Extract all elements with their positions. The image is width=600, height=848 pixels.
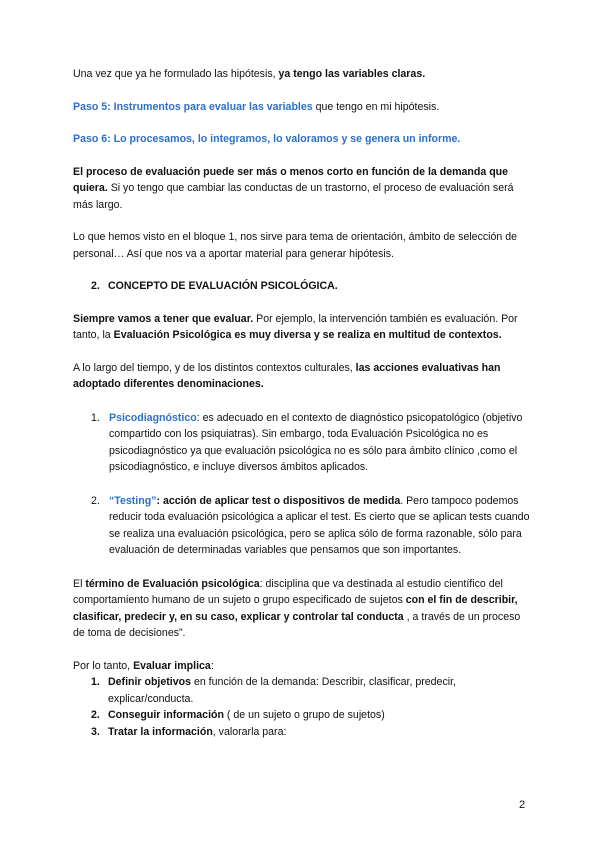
- bold-text: Siempre vamos a tener que evaluar.: [73, 312, 254, 325]
- list-item-step: [73, 724, 533, 741]
- bold-text: Tratar la información: [108, 725, 213, 738]
- text: que tengo en mi hipótesis.: [312, 100, 440, 113]
- list-item-testing: [73, 493, 533, 559]
- bold-text: El proceso de evaluación puede ser más o menos corto en función de la demanda que quiera.: [73, 165, 509, 194]
- section-number: 2.: [91, 280, 100, 292]
- list-number: 2.: [91, 494, 100, 507]
- list-item-psicodiagnostico: [73, 410, 533, 476]
- text: ( de un sujeto o grupo de sujetos): [223, 709, 385, 721]
- bold-text: las acciones evaluativas han adoptado diferentes denominaciones.: [73, 361, 501, 390]
- paragraph-proceso: [73, 164, 533, 214]
- document-page: [73, 66, 533, 740]
- text: Por ejemplo, la intervención también es evaluación. Por tanto, la: [73, 312, 518, 341]
- text: El: [73, 577, 86, 590]
- text: Si yo tengo que cambiar las conductas de un trastorno, el proceso de evaluación será más largo.: [73, 182, 514, 211]
- text: Por lo tanto,: [73, 659, 134, 672]
- paragraph-hypothesis: [73, 66, 533, 83]
- paragraph-siempre: [73, 311, 533, 344]
- paso6-heading: Paso 6: Lo procesamos, lo integramos, lo valoramos y se genera un informe.: [73, 133, 461, 145]
- text: Una vez que ya he formulado las hipótesis,: [73, 68, 276, 80]
- paragraph-largo: [73, 360, 533, 393]
- text: , valorarla para:: [212, 725, 287, 738]
- bold-text: Evaluación Psicológica es muy diversa y se realiza en multitud de contextos.: [113, 329, 502, 341]
- page-number: 2: [519, 799, 526, 811]
- paso5: [73, 99, 533, 116]
- list-number: 3.: [91, 725, 100, 738]
- bold-text: Evaluar implica: [133, 659, 211, 672]
- list-number: 1.: [91, 676, 100, 688]
- list-number: 1.: [91, 411, 100, 424]
- paragraph-bloque: Lo que hemos visto en el bloque 1, nos sirve para tema de orientación, ámbito de selección de personal… Así que nos va a aportar material para generar hipótesis.: [73, 231, 518, 260]
- section-heading: [73, 278, 533, 295]
- paragraph-termino: [73, 576, 533, 642]
- bold-text: Definir objetivos: [108, 676, 191, 688]
- bold-text: con el fin de describir, clasificar, predecir y, en su caso, explicar y controlar tal conducta: [73, 594, 518, 623]
- text: en función de la demanda: Describir, clasificar, predecir, explicar/conducta.: [108, 676, 456, 705]
- section-title: CONCEPTO DE EVALUACIÓN PSICOLÓGICA.: [108, 280, 338, 292]
- text: :: [210, 659, 214, 672]
- term: Psicodiagnóstico: [109, 411, 197, 424]
- text: . Pero tampoco podemos reducir toda evaluación psicológica a aplicar el test. Es cierto que se aplican tests cuando se realiza una evaluación psicológica, pero se aplica sólo de forma razonable, sólo para evaluación de determinadas variables que pensamos que son importantes.: [109, 494, 530, 556]
- term: “Testing”: [109, 494, 157, 507]
- paragraph-implica: [73, 658, 533, 675]
- bold-text: Conseguir información: [108, 709, 224, 721]
- text: A lo largo del tiempo, y de los distintos contextos culturales,: [73, 361, 356, 374]
- text: : disciplina que va destinada al estudio científico del comportamiento humano de un sujeto o grupo especificado de sujetos: [73, 577, 503, 606]
- text: , a través de un proceso de toma de decisiones”.: [73, 610, 521, 639]
- list-item-step: [73, 707, 533, 724]
- bold-text: ya tengo las variables claras.: [275, 68, 426, 80]
- list-number: 2.: [91, 709, 100, 721]
- paso5-heading: Paso 5: Instrumentos para evaluar las variables: [73, 100, 313, 113]
- text: : es adecuado en el contexto de diagnóstico psicopatológico (objetivo compartido con los psiquiatras). Sin embargo, toda Evaluación Psicológica no es psicodiagnóstico ya que evaluación psicológica no es sólo para ámbito clínico ,como el psicodiagnóstico, e incluye diversos ámbitos aplicados.: [109, 411, 523, 473]
- bold-text: : acción de aplicar test o dispositivos de medida: [156, 494, 401, 507]
- list-item-step: [73, 674, 533, 707]
- bold-text: término de Evaluación psicológica: [85, 577, 260, 590]
- paso6: [73, 131, 533, 148]
